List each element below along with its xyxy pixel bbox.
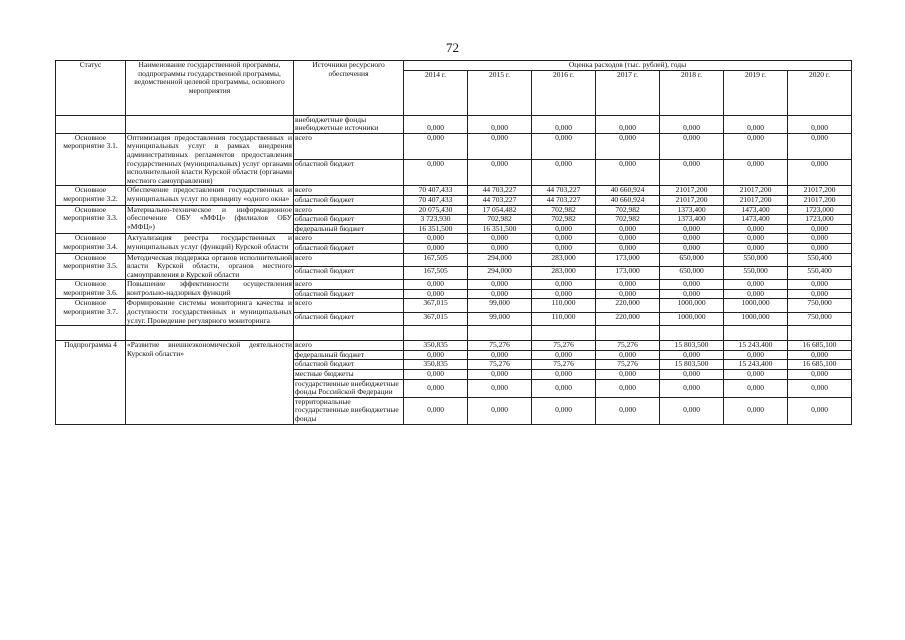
value-cell: 16 351,500 bbox=[468, 224, 532, 234]
value-cell: 44 703,227 bbox=[532, 186, 596, 196]
value-cell: 0,000 bbox=[532, 224, 596, 234]
value-cell: 44 703,227 bbox=[468, 186, 532, 196]
status-cell: Основное мероприятие 3.6. bbox=[56, 280, 126, 299]
value-cell: 0,000 bbox=[724, 133, 788, 159]
name-cell: Оптимизация предоставления государственных и муниципальных услуг в рамках внедрения административных регламентов предоставления государственных (муниципальных) услуг органами исполнительной власти Курской области (органами местного самоуправления) bbox=[127, 132, 292, 185]
value-cell: 294,000 bbox=[468, 253, 532, 266]
value-cell: 167,505 bbox=[404, 253, 468, 266]
value-cell: 0,000 bbox=[532, 115, 596, 133]
value-cell: 99,000 bbox=[468, 299, 532, 312]
value-cell: 16 685,100 bbox=[788, 341, 852, 351]
measure-row bbox=[56, 234, 852, 244]
value-cell: 167,505 bbox=[404, 266, 468, 279]
header-year: 2014 г. bbox=[404, 70, 468, 115]
value-cell: 15 243,400 bbox=[724, 341, 788, 351]
value-cell: 550,400 bbox=[788, 253, 852, 266]
header-year: 2018 г. bbox=[660, 70, 724, 115]
value-cell: 0,000 bbox=[596, 133, 660, 159]
source-cell: всего bbox=[294, 205, 404, 215]
value-cell: 0,000 bbox=[660, 289, 724, 299]
source-cell: областной бюджет bbox=[294, 160, 404, 186]
value-cell: 0,000 bbox=[532, 370, 596, 380]
status-cell: Основное мероприятие 3.3. bbox=[56, 205, 126, 234]
status-cell: Основное мероприятие 3.4. bbox=[56, 234, 126, 253]
value-cell: 0,000 bbox=[532, 234, 596, 244]
value-cell: 1723,000 bbox=[788, 205, 852, 215]
value-cell: 15 803,500 bbox=[660, 341, 724, 351]
carry-row bbox=[56, 115, 852, 133]
header-year: 2020 г. bbox=[788, 70, 852, 115]
value-cell: 0,000 bbox=[724, 280, 788, 290]
value-cell: 0,000 bbox=[724, 379, 788, 397]
value-cell: 550,000 bbox=[724, 253, 788, 266]
value-cell: 0,000 bbox=[532, 243, 596, 253]
value-cell: 21017,200 bbox=[788, 186, 852, 196]
value-cell: 1723,000 bbox=[788, 215, 852, 225]
value-cell: 1473,400 bbox=[724, 205, 788, 215]
measure-row bbox=[56, 253, 852, 266]
header-status: Статус bbox=[56, 61, 126, 116]
value-cell: 0,000 bbox=[532, 133, 596, 159]
value-cell: 15 243,400 bbox=[724, 360, 788, 370]
value-cell: 1000,000 bbox=[724, 299, 788, 312]
value-cell: 0,000 bbox=[724, 234, 788, 244]
value-cell: 0,000 bbox=[596, 370, 660, 380]
table-body bbox=[56, 115, 852, 424]
value-cell: 0,000 bbox=[468, 115, 532, 133]
value-cell: 1373,400 bbox=[660, 215, 724, 225]
value-cell: 0,000 bbox=[404, 379, 468, 397]
value-cell: 702,982 bbox=[468, 215, 532, 225]
value-cell: 44 703,227 bbox=[532, 195, 596, 205]
empty-cell bbox=[788, 326, 852, 341]
value-cell: 0,000 bbox=[788, 350, 852, 360]
value-cell: 75,276 bbox=[468, 360, 532, 370]
value-cell: 1473,400 bbox=[724, 215, 788, 225]
value-cell: 0,000 bbox=[724, 289, 788, 299]
table-header bbox=[56, 61, 852, 116]
value-cell: 0,000 bbox=[788, 280, 852, 290]
source-cell: всего bbox=[294, 299, 404, 312]
value-cell: 0,000 bbox=[532, 397, 596, 424]
status-cell: Основное мероприятие 3.7. bbox=[56, 299, 126, 326]
value-cell: 0,000 bbox=[532, 280, 596, 290]
value-cell: 0,000 bbox=[660, 160, 724, 186]
status-cell: Подпрограмма 4 bbox=[56, 341, 126, 424]
value-cell: 0,000 bbox=[724, 370, 788, 380]
empty-cell bbox=[126, 115, 294, 133]
value-cell: 40 660,924 bbox=[596, 186, 660, 196]
source-cell: всего bbox=[294, 234, 404, 244]
value-cell: 0,000 bbox=[788, 397, 852, 424]
source-cell: федеральный бюджет bbox=[294, 350, 404, 360]
value-cell: 220,000 bbox=[596, 299, 660, 312]
value-cell: 750,000 bbox=[788, 312, 852, 325]
value-cell: 21017,200 bbox=[724, 186, 788, 196]
value-cell: 0,000 bbox=[660, 350, 724, 360]
value-cell: 367,015 bbox=[404, 299, 468, 312]
value-cell: 0,000 bbox=[468, 397, 532, 424]
source-cell: государственные внебюджетные фонды Российской Федерации bbox=[294, 379, 404, 397]
source-line: внебюджетные фонды bbox=[295, 114, 367, 124]
empty-cell bbox=[56, 115, 126, 133]
value-cell: 0,000 bbox=[596, 379, 660, 397]
value-cell: 0,000 bbox=[596, 224, 660, 234]
value-cell: 367,015 bbox=[404, 312, 468, 325]
source-cell: всего bbox=[294, 253, 404, 266]
value-cell: 294,000 bbox=[468, 266, 532, 279]
source-cell: областной бюджет bbox=[294, 195, 404, 205]
value-cell: 75,276 bbox=[532, 360, 596, 370]
name-cell: Обеспечение предоставления государственных и муниципальных услуг по принципу «одного окна» bbox=[126, 186, 294, 205]
source-line: внебюджетные источники bbox=[295, 123, 379, 133]
header-name: Наименование государственной программы, подпрограммы государственной программы, ведомственной целевой программы, основного мероприятия bbox=[126, 61, 294, 116]
value-cell: 702,982 bbox=[596, 215, 660, 225]
value-cell: 550,400 bbox=[788, 266, 852, 279]
value-cell: 0,000 bbox=[660, 280, 724, 290]
value-cell: 0,000 bbox=[532, 350, 596, 360]
source-cell: областной бюджет bbox=[294, 289, 404, 299]
empty-cell bbox=[56, 326, 126, 341]
source-cell: областной бюджет bbox=[294, 266, 404, 279]
value-cell: 0,000 bbox=[724, 397, 788, 424]
value-cell: 21017,200 bbox=[788, 195, 852, 205]
measure-row bbox=[56, 299, 852, 312]
value-cell: 0,000 bbox=[660, 243, 724, 253]
value-cell: 702,982 bbox=[596, 205, 660, 215]
value-cell: 0,000 bbox=[788, 243, 852, 253]
header-year: 2017 г. bbox=[596, 70, 660, 115]
source-cell: всего bbox=[294, 186, 404, 196]
value-cell: 1373,400 bbox=[660, 205, 724, 215]
source-cell bbox=[294, 115, 404, 133]
value-cell: 44 703,227 bbox=[468, 195, 532, 205]
value-cell: 0,000 bbox=[788, 379, 852, 397]
name-cell: Материально-техническое и информационное обеспечение ОБУ «МФЦ» (филиалов ОБУ «МФЦ») bbox=[126, 205, 294, 234]
header-sources: Источники ресурсного обеспечения bbox=[294, 61, 404, 116]
value-cell: 0,000 bbox=[532, 160, 596, 186]
value-cell: 0,000 bbox=[468, 289, 532, 299]
header-estimate: Оценка расходов (тыс. рублей), годы bbox=[404, 61, 852, 71]
page-number: 72 bbox=[446, 40, 459, 55]
value-cell: 650,000 bbox=[660, 253, 724, 266]
measure-row bbox=[56, 133, 852, 159]
value-cell: 0,000 bbox=[404, 243, 468, 253]
name-cell: Методическая поддержка органов исполнительной власти Курской области, органов местного самоуправления в Курской области bbox=[127, 252, 292, 279]
value-cell: 0,000 bbox=[404, 289, 468, 299]
source-cell: всего bbox=[294, 133, 404, 159]
value-cell: 0,000 bbox=[596, 234, 660, 244]
value-cell: 0,000 bbox=[468, 350, 532, 360]
subprogram-row bbox=[56, 341, 852, 351]
measure-row bbox=[56, 186, 852, 196]
value-cell: 0,000 bbox=[660, 370, 724, 380]
value-cell: 16 351,500 bbox=[404, 224, 468, 234]
value-cell: 0,000 bbox=[724, 350, 788, 360]
source-cell: федеральный бюджет bbox=[294, 224, 404, 234]
value-cell: 20 075,430 bbox=[404, 205, 468, 215]
empty-cell bbox=[126, 326, 294, 341]
value-cell: 0,000 bbox=[788, 133, 852, 159]
value-cell: 3 723,930 bbox=[404, 215, 468, 225]
value-cell: 702,982 bbox=[532, 215, 596, 225]
value-cell: 0,000 bbox=[788, 234, 852, 244]
value-cell: 0,000 bbox=[788, 160, 852, 186]
value-cell: 1000,000 bbox=[660, 299, 724, 312]
value-cell: 0,000 bbox=[404, 397, 468, 424]
value-cell: 350,835 bbox=[404, 360, 468, 370]
name-cell: «Развитие внешнеэкономической деятельности Курской области» bbox=[126, 341, 294, 424]
value-cell: 1000,000 bbox=[724, 312, 788, 325]
value-cell: 283,000 bbox=[532, 253, 596, 266]
value-cell: 0,000 bbox=[660, 115, 724, 133]
source-cell: всего bbox=[294, 341, 404, 351]
source-cell: всего bbox=[294, 280, 404, 290]
header-year: 2016 г. bbox=[532, 70, 596, 115]
status-cell: Основное мероприятие 3.5. bbox=[56, 253, 126, 280]
value-cell: 0,000 bbox=[468, 379, 532, 397]
value-cell: 0,000 bbox=[468, 234, 532, 244]
value-cell: 40 660,924 bbox=[596, 195, 660, 205]
value-cell: 16 685,100 bbox=[788, 360, 852, 370]
value-cell: 17 054,482 bbox=[468, 205, 532, 215]
header-year: 2019 г. bbox=[724, 70, 788, 115]
value-cell: 0,000 bbox=[468, 243, 532, 253]
header-year: 2015 г. bbox=[468, 70, 532, 115]
value-cell: 0,000 bbox=[404, 370, 468, 380]
value-cell: 0,000 bbox=[660, 224, 724, 234]
value-cell: 110,000 bbox=[532, 299, 596, 312]
value-cell: 0,000 bbox=[468, 160, 532, 186]
value-cell: 0,000 bbox=[596, 243, 660, 253]
value-cell: 750,000 bbox=[788, 299, 852, 312]
value-cell: 0,000 bbox=[468, 133, 532, 159]
value-cell: 0,000 bbox=[468, 370, 532, 380]
empty-cell bbox=[294, 326, 404, 341]
empty-cell bbox=[468, 326, 532, 341]
value-cell: 70 407,433 bbox=[404, 195, 468, 205]
value-cell: 0,000 bbox=[404, 280, 468, 290]
status-cell: Основное мероприятие 3.1. bbox=[56, 133, 126, 186]
value-cell: 0,000 bbox=[404, 160, 468, 186]
value-cell: 0,000 bbox=[596, 289, 660, 299]
value-cell: 0,000 bbox=[788, 370, 852, 380]
source-cell: областной бюджет bbox=[294, 243, 404, 253]
value-cell: 75,276 bbox=[532, 341, 596, 351]
value-cell: 70 407,433 bbox=[404, 186, 468, 196]
value-cell: 0,000 bbox=[404, 115, 468, 133]
value-cell: 21017,200 bbox=[660, 195, 724, 205]
value-cell: 0,000 bbox=[724, 243, 788, 253]
source-cell: областной бюджет bbox=[294, 312, 404, 325]
value-cell: 0,000 bbox=[724, 115, 788, 133]
empty-cell bbox=[596, 326, 660, 341]
value-cell: 0,000 bbox=[404, 234, 468, 244]
value-cell: 0,000 bbox=[660, 234, 724, 244]
value-cell: 173,000 bbox=[596, 253, 660, 266]
budget-table bbox=[55, 60, 852, 425]
value-cell: 283,000 bbox=[532, 266, 596, 279]
source-cell: территориальные государственные внебюджетные фонды bbox=[294, 397, 404, 424]
value-cell: 0,000 bbox=[660, 133, 724, 159]
empty-cell bbox=[660, 326, 724, 341]
name-cell: Актуализация реестра государственных и муниципальных услуг (функций) Курской области bbox=[126, 234, 294, 253]
value-cell: 1000,000 bbox=[660, 312, 724, 325]
name-cell: Формирование системы мониторинга качества и доступности государственных и муниципальных услуг. Проведение регулярного мониторинга bbox=[127, 298, 292, 325]
value-cell: 0,000 bbox=[532, 289, 596, 299]
measure-row bbox=[56, 280, 852, 290]
value-cell: 0,000 bbox=[596, 115, 660, 133]
value-cell: 0,000 bbox=[788, 115, 852, 133]
value-cell: 0,000 bbox=[788, 289, 852, 299]
value-cell: 550,000 bbox=[724, 266, 788, 279]
value-cell: 220,000 bbox=[596, 312, 660, 325]
name-cell: Повышение эффективности осуществления контрольно-надзорных функций bbox=[126, 280, 294, 299]
value-cell: 173,000 bbox=[596, 266, 660, 279]
status-cell: Основное мероприятие 3.2. bbox=[56, 186, 126, 205]
value-cell: 0,000 bbox=[532, 379, 596, 397]
empty-cell bbox=[404, 326, 468, 341]
value-cell: 21017,200 bbox=[660, 186, 724, 196]
value-cell: 0,000 bbox=[596, 280, 660, 290]
value-cell: 99,000 bbox=[468, 312, 532, 325]
value-cell: 75,276 bbox=[468, 341, 532, 351]
value-cell: 702,982 bbox=[532, 205, 596, 215]
source-cell: местные бюджеты bbox=[294, 370, 404, 380]
empty-cell bbox=[724, 326, 788, 341]
spacer-row bbox=[56, 326, 852, 341]
value-cell: 0,000 bbox=[596, 397, 660, 424]
value-cell: 15 803,500 bbox=[660, 360, 724, 370]
value-cell: 0,000 bbox=[788, 224, 852, 234]
source-cell: областной бюджет bbox=[294, 215, 404, 225]
value-cell: 0,000 bbox=[596, 160, 660, 186]
value-cell: 110,000 bbox=[532, 312, 596, 325]
value-cell: 0,000 bbox=[404, 133, 468, 159]
measure-row bbox=[56, 205, 852, 215]
value-cell: 75,276 bbox=[596, 341, 660, 351]
value-cell: 0,000 bbox=[468, 280, 532, 290]
value-cell: 0,000 bbox=[596, 350, 660, 360]
empty-cell bbox=[532, 326, 596, 341]
value-cell: 350,835 bbox=[404, 341, 468, 351]
value-cell: 0,000 bbox=[660, 397, 724, 424]
value-cell: 0,000 bbox=[660, 379, 724, 397]
value-cell: 0,000 bbox=[404, 350, 468, 360]
source-cell: областной бюджет bbox=[294, 360, 404, 370]
value-cell: 0,000 bbox=[724, 160, 788, 186]
value-cell: 0,000 bbox=[724, 224, 788, 234]
value-cell: 75,276 bbox=[596, 360, 660, 370]
value-cell: 21017,200 bbox=[724, 195, 788, 205]
value-cell: 650,000 bbox=[660, 266, 724, 279]
